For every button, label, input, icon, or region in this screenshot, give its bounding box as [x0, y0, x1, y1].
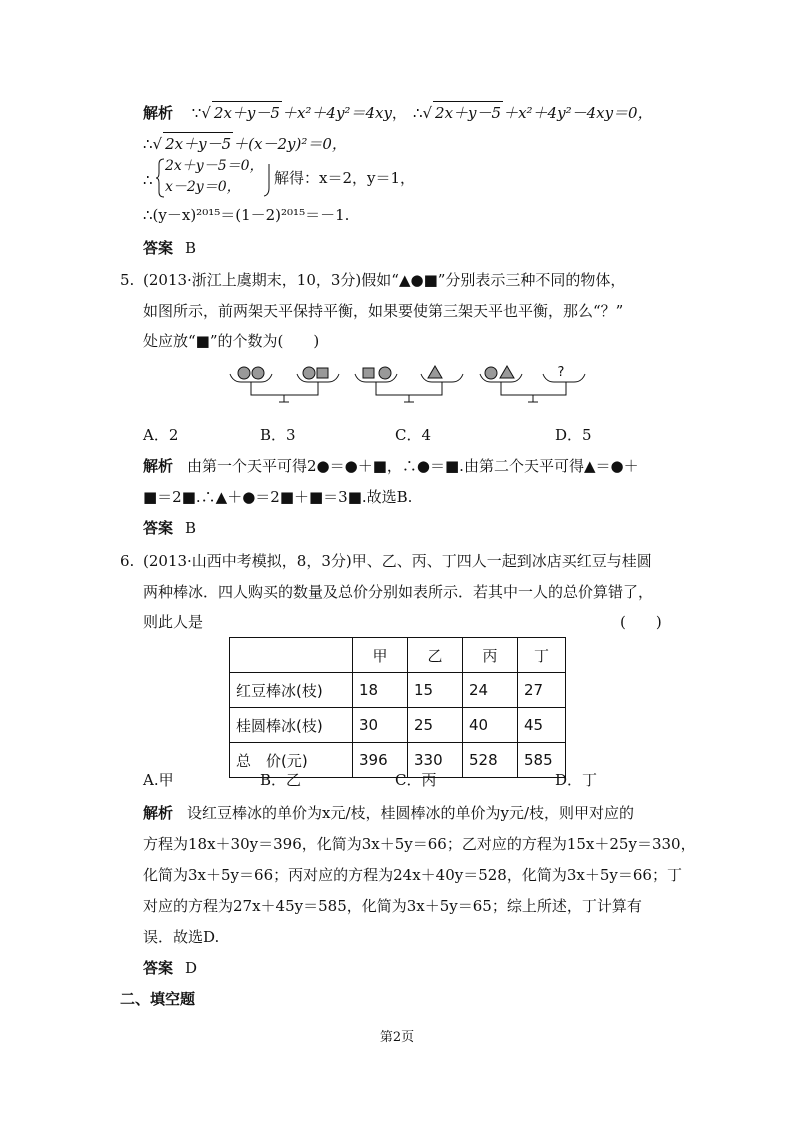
purchase-table — [229, 637, 566, 778]
since-symbol: ∵ — [191, 104, 202, 122]
system-eq-1: 2x＋y－5＝0， — [165, 158, 264, 174]
q6-solution-line-1 — [143, 802, 634, 824]
q6-solution-line-3: 化简为3x＋5y＝66；丙对应的方程为24x＋40y＝528，化简为3x＋5y＝66；丁 — [143, 866, 682, 884]
table-cell: 18 — [353, 673, 408, 708]
scale-3 — [480, 366, 585, 402]
q5-solution-line-1 — [143, 455, 639, 477]
q5-option-a: A．2 — [143, 426, 179, 444]
solution-text: 设红豆棒冰的单价为x元/枝，桂圆棒冰的单价为y元/枝，则甲对应的 — [187, 804, 635, 822]
scale-1 — [230, 367, 339, 402]
table-cell: 30 — [353, 708, 408, 743]
answer-label: 答案 — [143, 959, 174, 977]
table-cell: 45 — [518, 708, 566, 743]
separator: ， — [391, 104, 407, 122]
q5-option-c: C．4 — [395, 426, 432, 444]
answer-label: 答案 — [143, 519, 174, 537]
section-heading: 二、填空题 — [120, 990, 196, 1008]
equation-part: ＋x²＋4y²－4xy＝0， — [503, 104, 653, 122]
unknown-marker: ? — [557, 365, 565, 380]
q6-text-1: (2013·山西中考模拟，8，3分)甲、乙、丙、丁四人一起到冰店买红豆与桂圆 — [143, 552, 652, 570]
table-cell: 总 价(元) — [230, 743, 353, 778]
q6-option-c: C．丙 — [395, 771, 437, 789]
q6-answer — [143, 957, 197, 979]
q5-solution-line-2: ■＝2■.∴▲＋●＝2■＋■＝3■.故选B. — [143, 488, 413, 506]
table-cell: 24 — [463, 673, 518, 708]
sqrt-sign: √ — [422, 104, 433, 122]
table-header-row — [230, 638, 566, 673]
sqrt-sign: √ — [152, 135, 163, 153]
answer-value: D — [185, 959, 198, 977]
table-cell: 40 — [463, 708, 518, 743]
q4-solution-line-1 — [143, 101, 653, 124]
table-cell: 27 — [518, 673, 566, 708]
table-cell: 红豆棒冰(枝) — [230, 673, 353, 708]
table-row — [230, 673, 566, 708]
solution-label: 解析 — [143, 804, 174, 822]
q6-option-a: A.甲 — [143, 771, 174, 789]
answer-bracket: ( ) — [620, 613, 662, 631]
solution-text: 由第一个天平可得2●＝●＋■，∴●＝■.由第二个天平可得▲＝●＋ — [187, 457, 639, 475]
sqrt-sign: √ — [201, 104, 211, 122]
table-cell: 528 — [463, 743, 518, 778]
therefore-symbol: ∴ — [143, 135, 153, 153]
q6-text-3: 则此人是 — [143, 613, 204, 631]
q6-solution-line-4: 对应的方程为27x＋45y＝585，化简为3x＋5y＝65；综上所述，丁计算有 — [143, 897, 642, 915]
table-cell: 15 — [408, 673, 463, 708]
q6-text-2: 两种棒冰．四人购买的数量及总价分别如表所示．若其中一人的总价算错了， — [143, 583, 654, 601]
balance-scales-figure — [225, 360, 595, 410]
table-cell: 25 — [408, 708, 463, 743]
q5-text-2: 如图所示，前两架天平保持平衡，如果要使第三架天平也平衡，那么“？” — [143, 302, 624, 320]
table-cell: 桂圆棒冰(枝) — [230, 708, 353, 743]
table-row — [230, 708, 566, 743]
page-number: 第2页 — [379, 1030, 415, 1045]
solution-label: 解析 — [143, 104, 174, 122]
answer-value: B — [185, 519, 197, 537]
q6-solution-line-2: 方程为18x＋30y＝396，化简为3x＋5y＝66；乙对应的方程为15x＋25y＝330， — [143, 835, 696, 853]
table-cell: 乙 — [408, 638, 463, 673]
therefore-symbol: ∴ — [412, 104, 423, 122]
radicand: 2x＋y－5 — [163, 132, 233, 155]
table-cell — [230, 638, 353, 673]
q5-option-d: D．5 — [555, 426, 592, 444]
q5-text-3: 处应放“■”的个数为( ) — [143, 332, 320, 350]
q5-number: 5. — [120, 271, 135, 289]
radicand: 2x＋y－5 — [212, 101, 282, 124]
scale-2 — [355, 366, 463, 402]
right-brace-mark — [263, 158, 271, 198]
table-cell: 585 — [518, 743, 566, 778]
q5-option-b: B．3 — [260, 426, 296, 444]
q4-answer — [143, 237, 196, 259]
answer-value: B — [185, 239, 197, 257]
q4-solution-line-4: ∴(y－x)²⁰¹⁵＝(1－2)²⁰¹⁵＝－1. — [143, 206, 350, 224]
table-cell: 330 — [408, 743, 463, 778]
q6-option-d: D．丁 — [555, 771, 598, 789]
answer-label: 答案 — [143, 239, 174, 257]
radicand: 2x＋y－5 — [433, 101, 503, 124]
equation-part: ＋(x－2y)²＝0， — [233, 135, 347, 153]
q6-solution-line-5: 误．故选D. — [143, 928, 220, 946]
table-cell: 丙 — [463, 638, 518, 673]
table-cell: 甲 — [353, 638, 408, 673]
q6-number: 6. — [120, 552, 135, 570]
table-cell: 396 — [353, 743, 408, 778]
solution-label: 解析 — [143, 457, 174, 475]
q5-answer — [143, 517, 196, 539]
q6-option-b: B．乙 — [260, 771, 302, 789]
therefore-symbol: ∴ — [143, 171, 153, 189]
left-brace — [155, 158, 165, 198]
q5-text-1: (2013·浙江上虞期末，10，3分)假如“▲●■”分别表示三种不同的物体， — [143, 271, 626, 289]
system-eq-2: x－2y＝0， — [165, 179, 241, 195]
table-cell: 丁 — [518, 638, 566, 673]
solve-result: 解得：x＝2，y＝1， — [274, 169, 416, 187]
equation-part: ＋x²＋4y²＝4xy — [281, 104, 392, 122]
q4-solution-line-2 — [143, 132, 347, 155]
